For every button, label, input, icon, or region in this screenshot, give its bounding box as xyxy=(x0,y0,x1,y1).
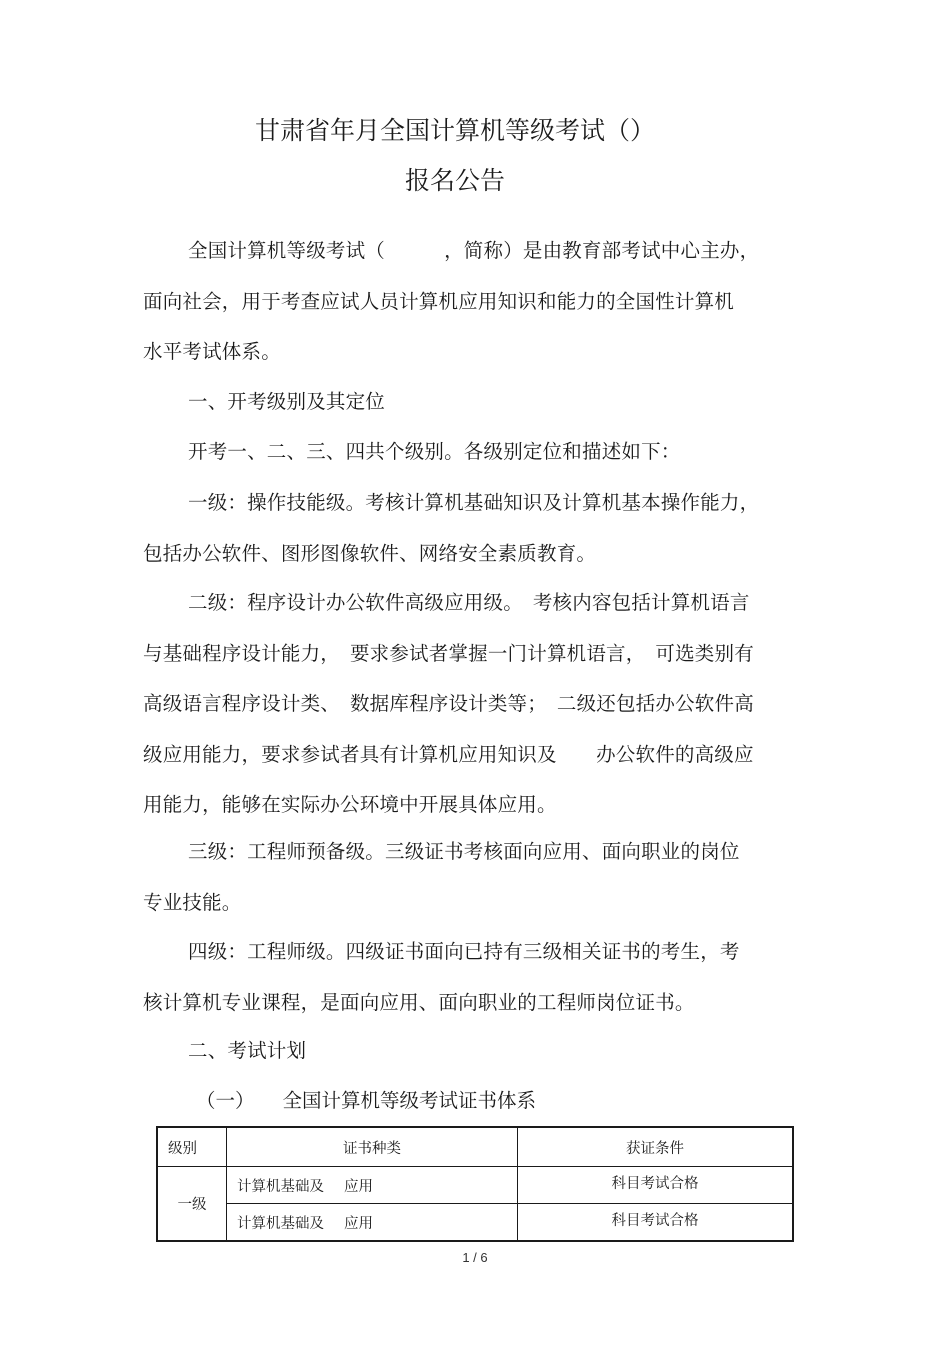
intro-paragraph xyxy=(143,226,803,378)
condition-cell xyxy=(518,1167,794,1204)
text-line: 面向社会，用于考查应试人员计算机应用知识和能力的全国性计算机 xyxy=(143,289,735,313)
document-title: 甘肃省年月全国计算机等级考试（） xyxy=(254,116,655,145)
text-line: 一级：操作技能级。考核计算机基础知识及计算机基本操作能力， xyxy=(188,491,760,514)
text-line: 与基础程序设计能力， 要求参试者掌握一门计算机语言， 可选类别有 xyxy=(143,641,754,665)
levels-intro-paragraph xyxy=(143,427,803,478)
section2-heading xyxy=(143,1026,803,1077)
text-line: 专业技能。 xyxy=(143,890,242,914)
subsection-heading xyxy=(196,1086,536,1116)
header-type: 证书种类 xyxy=(227,1127,518,1167)
table-row xyxy=(157,1204,793,1242)
text-line: 高级语言程序设计类、 数据库程序设计类等； 二级还包括办公软件高 xyxy=(143,692,754,715)
type-cell xyxy=(227,1167,518,1204)
condition-text: 科目考试合格 xyxy=(611,1175,699,1192)
text-line: 核计算机专业课程，是面向应用、面向职业的工程师岗位证书。 xyxy=(143,990,695,1014)
text-line: 开考一、二、三、四共个级别。各级别定位和描述如下： xyxy=(188,440,681,463)
table-row xyxy=(157,1167,793,1204)
type-text: 计算机基础及 xyxy=(237,1178,324,1195)
text-line: 三级：工程师预备级。三级证书考核面向应用、面向职业的岗位 xyxy=(188,840,740,863)
condition-cell xyxy=(518,1204,794,1242)
header-condition: 获证条件 xyxy=(518,1127,794,1167)
condition-text: 科目考试合格 xyxy=(611,1212,699,1229)
type-text: 应用 xyxy=(344,1215,373,1232)
heading-text: 二、考试计划 xyxy=(188,1039,307,1062)
level1-paragraph xyxy=(143,478,803,579)
subsection-label: 全国计算机等级考试证书体系 xyxy=(282,1089,537,1112)
level2-paragraph xyxy=(143,578,803,831)
text-line: 四级：工程师级。四级证书面向已持有三级相关证书的考生，考 xyxy=(188,940,740,963)
text-line: 用能力，能够在实际办公环境中开展具体应用。 xyxy=(143,793,557,816)
subsection-number: （一） xyxy=(196,1089,255,1112)
text-line: 二级：程序设计办公软件高级应用级。 考核内容包括计算机语言 xyxy=(188,591,750,614)
text-line: 全国计算机等级考试（ ，简称）是由教育部考试中心主办， xyxy=(188,239,760,262)
heading-text: 一、开考级别及其定位 xyxy=(188,390,386,413)
type-cell xyxy=(227,1204,518,1242)
level-cell: 一级 xyxy=(157,1167,227,1242)
type-text: 计算机基础及 xyxy=(237,1215,324,1232)
certificate-table xyxy=(156,1126,794,1242)
header-level: 级别 xyxy=(157,1127,227,1167)
text-line: 水平考试体系。 xyxy=(143,340,281,363)
level4-paragraph xyxy=(143,927,803,1028)
page-number: 1 / 6 xyxy=(462,1250,488,1265)
text-line: 级应用能力，要求参试者具有计算机应用知识及 办公软件的高级应 xyxy=(143,742,754,766)
table-header-row xyxy=(157,1127,793,1167)
level3-paragraph xyxy=(143,827,803,928)
text-line: 包括办公软件、图形图像软件、网络安全素质教育。 xyxy=(143,541,597,565)
section1-heading xyxy=(143,377,803,428)
type-text: 应用 xyxy=(344,1178,373,1195)
document-subtitle: 报名公告 xyxy=(404,166,505,195)
